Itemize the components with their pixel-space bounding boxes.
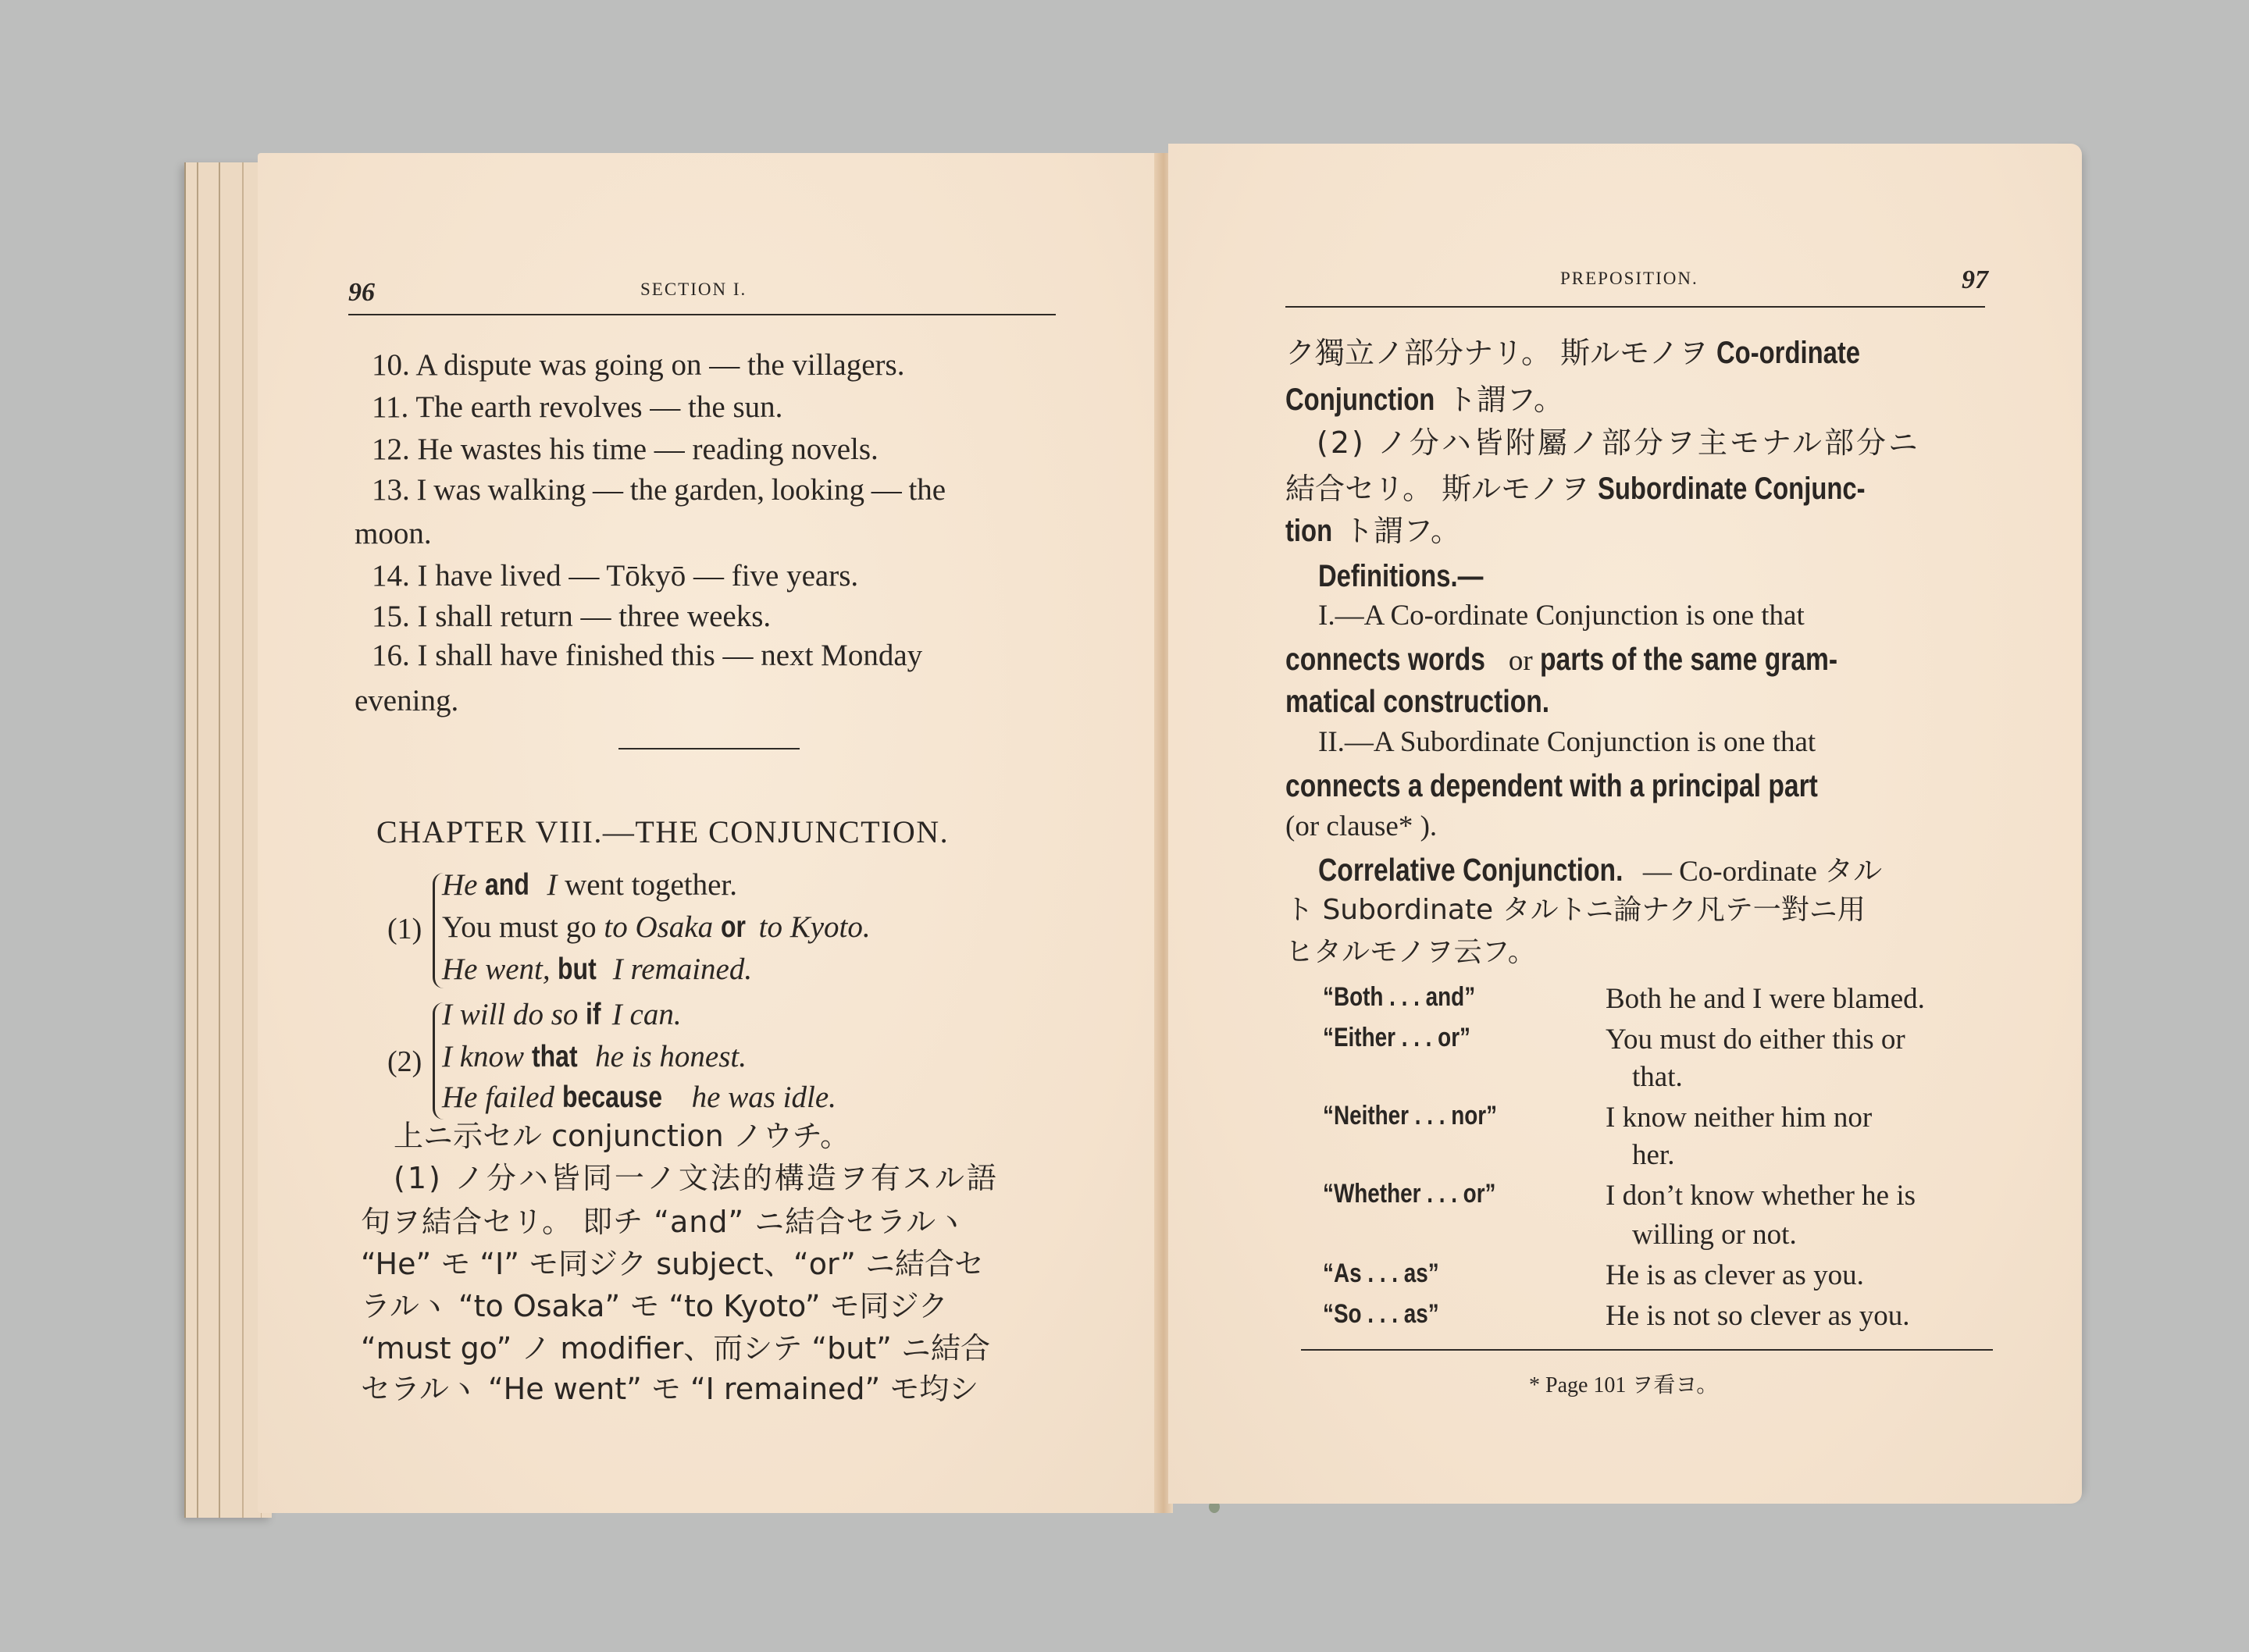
right-page-number: 97 (1962, 265, 1988, 294)
left-page-number: 96 (348, 278, 375, 307)
jp-line: 句ヲ結合セリ。 即チ “and” ニ結合セラルヽ (361, 1205, 968, 1239)
section-divider-rule (618, 748, 800, 749)
exercise-item (372, 601, 771, 632)
pair-term: “Either . . . or” (1323, 1023, 1470, 1052)
term-bold: tion (1285, 514, 1333, 548)
example-italic: He failed (442, 1081, 555, 1114)
bold-text: connects words (1285, 641, 1485, 677)
correlative-line (1318, 854, 1882, 886)
definition-line: I.—A Co-ordinate Conjunction is one that (1318, 600, 1805, 632)
definition-line (1285, 767, 1935, 803)
example-italic: to Kyoto. (758, 910, 871, 944)
exercise-item (372, 561, 858, 591)
exercise-number: 16. (372, 639, 410, 672)
plain-text: or (1508, 645, 1533, 677)
right-header-rule (1285, 306, 1985, 308)
jp-line: セラルヽ “He went” モ “I remained” モ均シ (361, 1372, 979, 1406)
footnote-rule (1301, 1349, 1993, 1351)
bold-text: matical construction. (1285, 683, 1550, 719)
conjunction-word: or (720, 910, 746, 944)
pair-example: willing or not. (1632, 1219, 1797, 1251)
bold-text: parts of the same gram- (1540, 641, 1838, 677)
exercise-number: 11. (372, 390, 409, 424)
exercise-item (372, 640, 922, 671)
exercise-item (372, 434, 879, 465)
definition-line: II.—A Subordinate Conjunction is one that (1318, 726, 1816, 758)
exercise-text: I have lived — Tōkyō — five years. (417, 559, 859, 593)
example-italic: I know (442, 1040, 525, 1073)
pair-example: her. (1632, 1139, 1675, 1171)
intro-line (1285, 515, 1460, 547)
example-italic: I (547, 868, 558, 902)
exercise-number: 12. (372, 433, 410, 466)
exercise-text: He wastes his time — reading novels. (417, 433, 879, 466)
pair-term: “Neither . . . nor” (1323, 1101, 1498, 1130)
definitions-heading (1318, 561, 1520, 592)
example-italic: He (442, 868, 478, 902)
example-line (442, 1041, 747, 1072)
correlative-heading: Correlative Conjunction. (1318, 852, 1623, 888)
definition-line (1285, 643, 1903, 675)
example-italic: He went, (442, 952, 551, 986)
exercise-number: 15. (372, 600, 410, 633)
exercise-text: I shall have finished this — next Monday (417, 639, 923, 672)
example-line (442, 912, 871, 942)
jp-line: (1) ノ分ハ皆同一ノ文法的構造ヲ有スル語 (394, 1161, 999, 1195)
right-running-head: PREPOSITION. (1560, 269, 1698, 288)
left-header-rule (348, 314, 1056, 315)
example-italic: I remained. (612, 952, 753, 986)
example-text: You must go (442, 910, 604, 944)
example-line (442, 999, 682, 1030)
intro-line: (2) ノ分ハ皆附屬ノ部分ヲ主モナル部分ニ (1317, 425, 1921, 460)
pair-example: He is not so clever as you. (1606, 1300, 1910, 1332)
pair-example: You must do either this or (1606, 1024, 1905, 1056)
term-bold: Subordinate Conjunc- (1597, 472, 1866, 506)
footnote: * Page 101 ヲ看ヨ。 (1529, 1373, 1719, 1397)
example-italic: I can. (611, 998, 682, 1031)
exercise-text: I was walking — the garden, looking — the (416, 473, 946, 507)
correlative-line: ト Subordinate タルトニ論ナク凡テ一對ニ用 (1285, 894, 1866, 926)
example-italic: to Osaka (604, 910, 714, 944)
example-italic: he is honest. (595, 1040, 747, 1073)
exercise-number: 10. (372, 348, 410, 382)
jp-text: ト謂フ。 (1344, 514, 1461, 548)
correlative-line: ヒタルモノヲ云フ。 (1285, 936, 1536, 968)
exercise-item (372, 392, 782, 422)
definition-line: (or clause* ). (1285, 810, 1438, 842)
jp-text: ク獨立ノ部分ナリ。 斯ルモノヲ (1285, 336, 1709, 370)
example-line (442, 1082, 836, 1113)
exercise-continuation: moon. (355, 517, 432, 550)
example-line (442, 870, 737, 900)
exercise-text: A dispute was going on — the villagers. (415, 348, 905, 382)
pair-example: I know neither him nor (1606, 1102, 1873, 1134)
example-italic: he was idle. (691, 1081, 836, 1114)
left-running-head: SECTION I. (640, 279, 747, 299)
conjunction-word: if (586, 998, 601, 1031)
example-line (442, 954, 752, 984)
jp-text: 結合セリ。 斯ルモノヲ (1285, 472, 1590, 506)
jp-line: ラルヽ “to Osaka” モ “to Kyoto” モ同ジク (361, 1289, 948, 1323)
conjunction-word: but (558, 952, 597, 986)
chapter-title: CHAPTER VIII.—THE CONJUNCTION. (376, 814, 950, 849)
exercise-text: The earth revolves — the sun. (415, 390, 783, 424)
example-text: went together. (565, 868, 738, 902)
group-label: (1) (387, 913, 422, 945)
term-bold: Co-ordinate (1716, 336, 1860, 370)
heading-text: Definitions.— (1318, 559, 1484, 593)
group-label: (2) (387, 1045, 422, 1078)
pair-example: that. (1632, 1061, 1683, 1093)
pair-term: “As . . . as” (1323, 1259, 1439, 1288)
pair-example: He is as clever as you. (1606, 1259, 1864, 1291)
exercise-item (372, 350, 904, 380)
pair-example: I don’t know whether he is (1606, 1180, 1916, 1212)
pair-example: Both he and I were blamed. (1606, 983, 1925, 1015)
jp-line: “He” モ “I” モ同ジク subject、“or” ニ結合セ (361, 1247, 984, 1281)
pair-term: “Both . . . and” (1323, 982, 1476, 1012)
jp-line: 上ニ示セル conjunction ノウチ。 (394, 1119, 850, 1153)
conjunction-word: and (485, 868, 530, 902)
intro-line (1285, 384, 1563, 415)
exercise-text: I shall return — three weeks. (417, 600, 772, 633)
term-bold: Conjunction (1285, 383, 1435, 417)
definition-line (1285, 685, 1607, 717)
bold-text: connects a dependent with a principal part (1285, 767, 1818, 803)
exercise-number: 13. (372, 473, 410, 507)
example-italic: I will do so (442, 998, 579, 1031)
pair-term: “Whether . . . or” (1323, 1179, 1496, 1209)
intro-line (1285, 337, 1891, 368)
exercise-number: 14. (372, 559, 410, 593)
pair-term: “So . . . as” (1323, 1299, 1439, 1329)
exercise-continuation: evening. (355, 684, 459, 717)
exercise-item (372, 475, 946, 505)
conjunction-word: because (561, 1081, 662, 1114)
intro-line (1285, 473, 1923, 504)
correlative-text: — Co-ordinate タル (1642, 856, 1883, 888)
jp-line: “must go” ノ modifier、而シテ “but” ニ結合 (361, 1331, 990, 1365)
conjunction-word: that (531, 1040, 578, 1073)
jp-text: ト謂フ。 (1447, 383, 1563, 417)
